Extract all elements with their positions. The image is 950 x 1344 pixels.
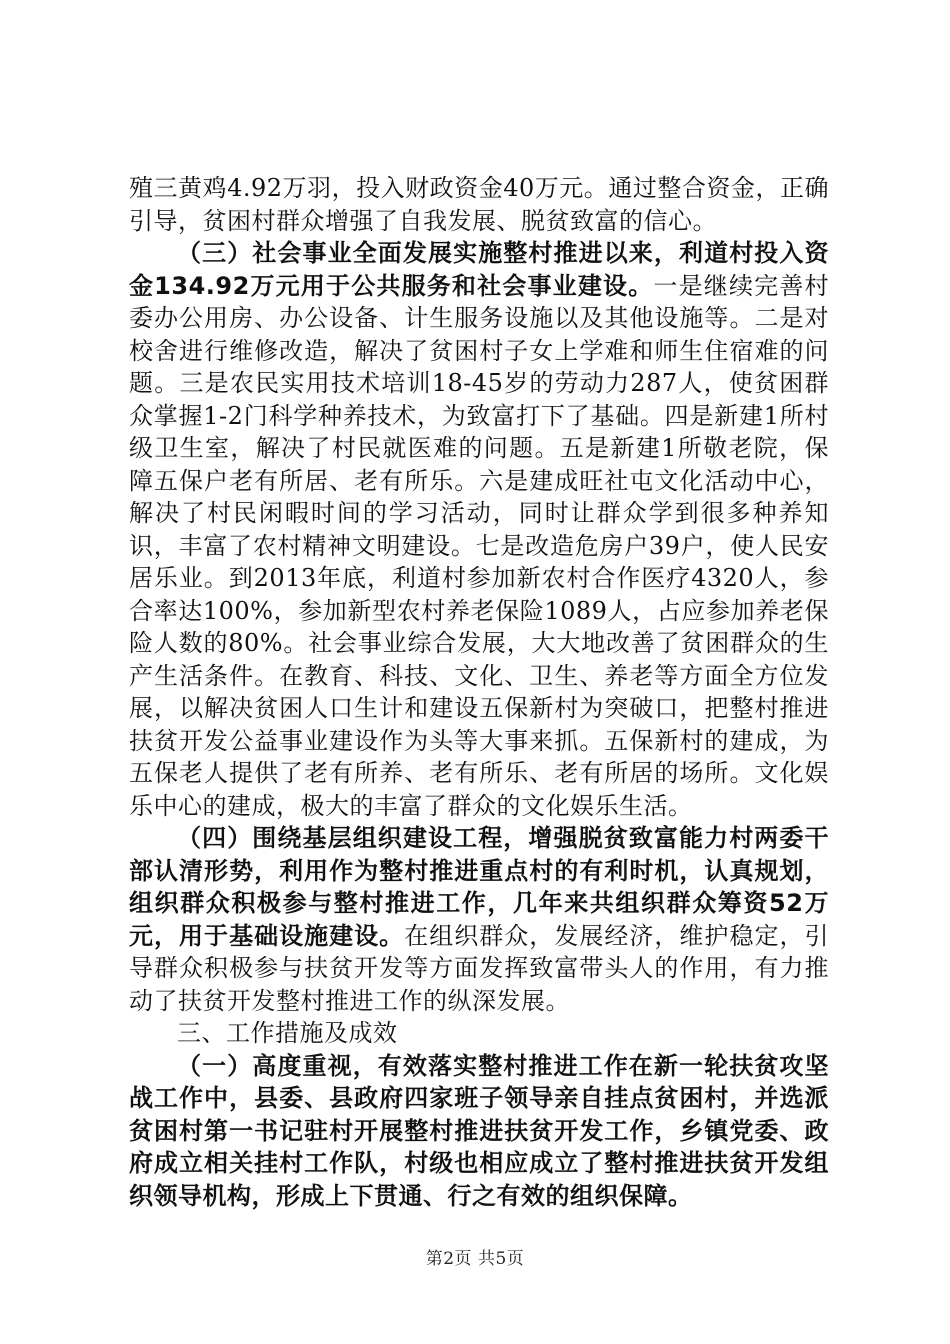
paragraph-5 — [129, 1050, 829, 1213]
paragraph-2-text: 一是继续完善村委办公用房、办公设备、计生服务设施以及其他设施等。二是对校舍进行维修改造，解决了贫困村子女上学难和师生住宿难的问题。三是农民实用技术培训18-45岁的劳动力287人，使贫困群众掌握1-2门科学种养技术，为致富打下了基础。四是新建1所村级卫生室，解决了村民就医难的问题。五是新建1所敬老院，保障五保户老有所居、老有所乐。六是建成旺社屯文化活动中心，解决了村民闲暇时间的学习活动，同时让群众学到很多种养知识，丰富了农村精神文明建设。七是改造危房户39户，使人民安居乐业。到2013年底，利道村参加新农村合作医疗4320人，参合率达100%，参加新型农村养老保险1089人，占应参加养老保险人数的80%。社会事业综合发展，大大地改善了贫困群众的生产生活条件。在教育、科技、文化、卫生、养老等方面全方位发展，以解决贫困人口生计和建设五保新村为突破口，把整村推进扶贫开发公益事业建设作为头等大事来抓。五保新村的建成，为五保老人提供了老有所养、老有所乐、老有所居的场所。文化娱乐中心的建成，极大的丰富了群众的文化娱乐生活。 — [129, 271, 829, 820]
paragraph-2 — [129, 237, 829, 822]
paragraph-2-lead: （三）社会事业全面发展实施整村推进以来，利道村投入资金134.92万元用于公共服务和社会事业建设。 — [129, 239, 829, 300]
paragraph-5-lead: （一）高度重视，有效落实整村推进工作在新一轮扶贫攻坚战工作中，县委、县政府四家班子领导亲自挂点贫困村，并选派贫困村第一书记驻村开展整村推进扶贫开发工作，乡镇党委、政府成立相关挂村工作队，村级也相应成立了整村推进扶贫开发组织领导机构，形成上下贯通、行之有效的组织保障。 — [129, 1051, 829, 1210]
section-heading — [129, 1017, 829, 1050]
section-heading-text: 三、工作措施及成效 — [177, 1019, 398, 1047]
paragraph-3-text: 在组织群众，发展经济，维护稳定，引导群众积极参与扶贫开发等方面发挥致富带头人的作用，有力推动了扶贫开发整村推进工作的纵深发展。 — [129, 921, 829, 1015]
paragraph-3 — [129, 822, 829, 1017]
page-number-label: 第2页 共5页 — [425, 1249, 525, 1269]
paragraph-1 — [129, 172, 829, 237]
paragraph-3-lead: （四）围绕基层组织建设工程，增强脱贫致富能力村两委干部认清形势，利用作为整村推进重点村的有利时机，认真规划，组织群众积极参与整村推进工作，几年来共组织群众筹资52万元，用于基础设施建设。 — [129, 824, 829, 950]
page-footer — [0, 1244, 950, 1269]
document-body — [129, 172, 829, 1212]
paragraph-1-text: 殖三黄鸡4.92万羽，投入财政资金40万元。通过整合资金，正确引导，贫困村群众增强了自我发展、脱贫致富的信心。 — [129, 174, 829, 235]
